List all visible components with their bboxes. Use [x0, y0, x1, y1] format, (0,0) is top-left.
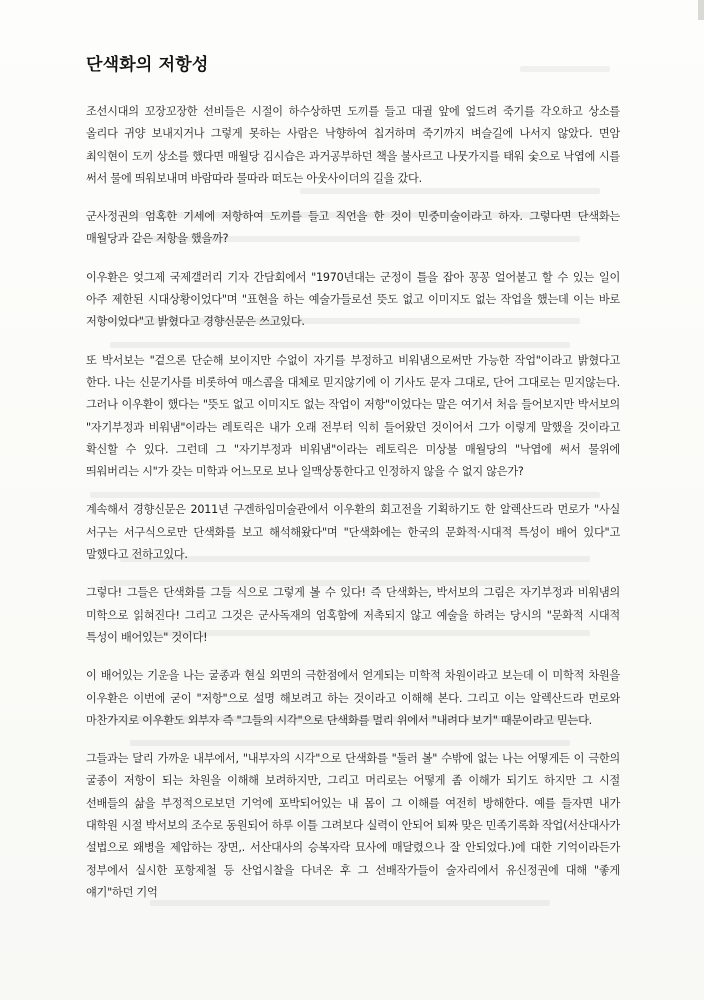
paragraph-7: 이 배어있는 기운을 나는 굴종과 현실 외면의 극한점에서 얻게되는 미학적 차원이라고 보는데 이 미학적 차원을 이우환은 이번에 굳이 "저항"으로 설명 해보려고 하는 것이라고 이해해 본다. 그리고 이는 알렉산드라 먼로와 마찬가지로 이우환도 외부자 즉 "그들의 시각"으로 단색화를 멀리 위에서 "내려다 보기" 때문이라고 믿는다. [86, 669, 620, 727]
paragraph-1: 조선시대의 꼬장꼬장한 선비들은 시절이 하수상하면 도끼를 들고 대궐 앞에 엎드려 죽기를 각오하고 상소를 올리다 귀양 보내지거나 그렇게 못하는 사람은 낙향하여 칩거하며 죽기까지 벼슬길에 나서지 않았다. 면암 최익현이 도끼 상소를 했다면 매월당 김시습은 과거공부하던 책을 불사르고 나뭇가지를 태워 숯으로 낙엽에 시를 써서 물에 띄워보내며 바람따라 물따라 떠도는 아웃사이더의 길을 갔다. [86, 105, 620, 185]
paragraph-5: 계속해서 경향신문은 2011년 구겐하임미술관에서 이우환의 회고전을 기획하기도 한 알렉산드라 먼로가 "사실 서구는 서구식으로만 단색화를 보고 해석해왔다"며 "단색화에는 한국의 문화적·시대적 특성이 배어 있다"고 말했다고 전하고있다. [86, 503, 620, 562]
document-title: 단색화의 저항성 [86, 55, 209, 75]
paragraph-3: 이우환은 엊그제 국제갤러리 기자 간담회에서 "1970년대는 군정이 틀을 잡아 꽁꽁 얼어붙고 할 수 있는 일이 아주 제한된 시대상황이었다"며 "표현을 하는 예술가들로선 뜻도 없고 이미지도 없는 작업을 했는데 이는 바로 저항이었다"고 밝혔다고 경향신문은 쓰고있다. [86, 270, 620, 329]
document-body [86, 50, 620, 920]
paragraph-2: 군사정권의 엄혹한 기세에 저항하여 도끼를 들고 직언을 한 것이 민중미술이라고 하자. 그렇다면 단색화는 매월당과 같은 저항을 했을까? [86, 210, 620, 246]
paragraph-8: 그들과는 달리 가까운 내부에서, "내부자의 시각"으로 단색화를 "둘러 볼" 수밖에 없는 나는 어떻게든 이 극한의 굴종이 저항이 되는 차원을 이해해 보려하지만, 그리고 머리로는 어떻게 좀 이해가 되기도 하지만 그 시절 선배들의 삶을 부정적으로보던 기억에 포박되어있는 내 몸이 그 이해를 여전히 방해한다. 예를 들자면 내가 대학원 시절 박서보의 조수로 동원되어 하루 이틀 그려보다 실력이 안되어 퇴짜 맞은 민족기록화 작업(서산대사가 설법으로 왜병을 제압하는 장면,. 서산대사의 승복자락 묘사에 매달렸으나 잘 안되었다.)에 대한 기억이라든가 정부에서 실시한 포항제철 등 산업시찰을 다녀온 후 그 선배작가들이 술자리에서 유신정권에 대해 "좋게 얘기"하던 기억 [86, 752, 620, 899]
scan-edge-mark [698, 0, 704, 20]
paragraph-4: 또 박서보는 "겉으론 단순해 보이지만 수없이 자기를 부정하고 비워냄으로써만 가능한 작업"이라고 밝혔다고 한다. 나는 신문기사를 비롯하여 매스콤을 대체로 믿지않기에 이 기사도 문자 그대로, 단어 그대로는 믿지않는다. 그러나 이우환이 했다는 "뜻도 없고 이미지도 없는 작업이 저항"이었다는 말은 여기서 처음 들어보지만 박서보의 "자기부정과 비워냄"이라는 레토릭은 내가 오래 전부터 익히 들어왔던 것이어서 그가 이렇게 말했을 것이라고 확신할 수 있다. 그런데 그 "자기부정과 비워냄"이라는 레토릭은 미상불 매월당의 "낙엽에 써서 물위에 띄워버리는 시"가 갖는 미학과 어느모로 보나 일맥상통한다고 인정하지 않을 수 없지 않은가? [86, 353, 620, 479]
paragraph-6: 그렇다! 그들은 단색화를 그들 식으로 그렇게 볼 수 있다! 즉 단색화는, 박서보의 그림은 자기부정과 비워냄의 미학으로 읽혀진다! 그리고 그것은 군사독재의 엄혹함에 저촉되지 않고 예술을 하려는 당시의 "문화적 시대적 특성이 배어있는" 것이다! [86, 586, 620, 644]
